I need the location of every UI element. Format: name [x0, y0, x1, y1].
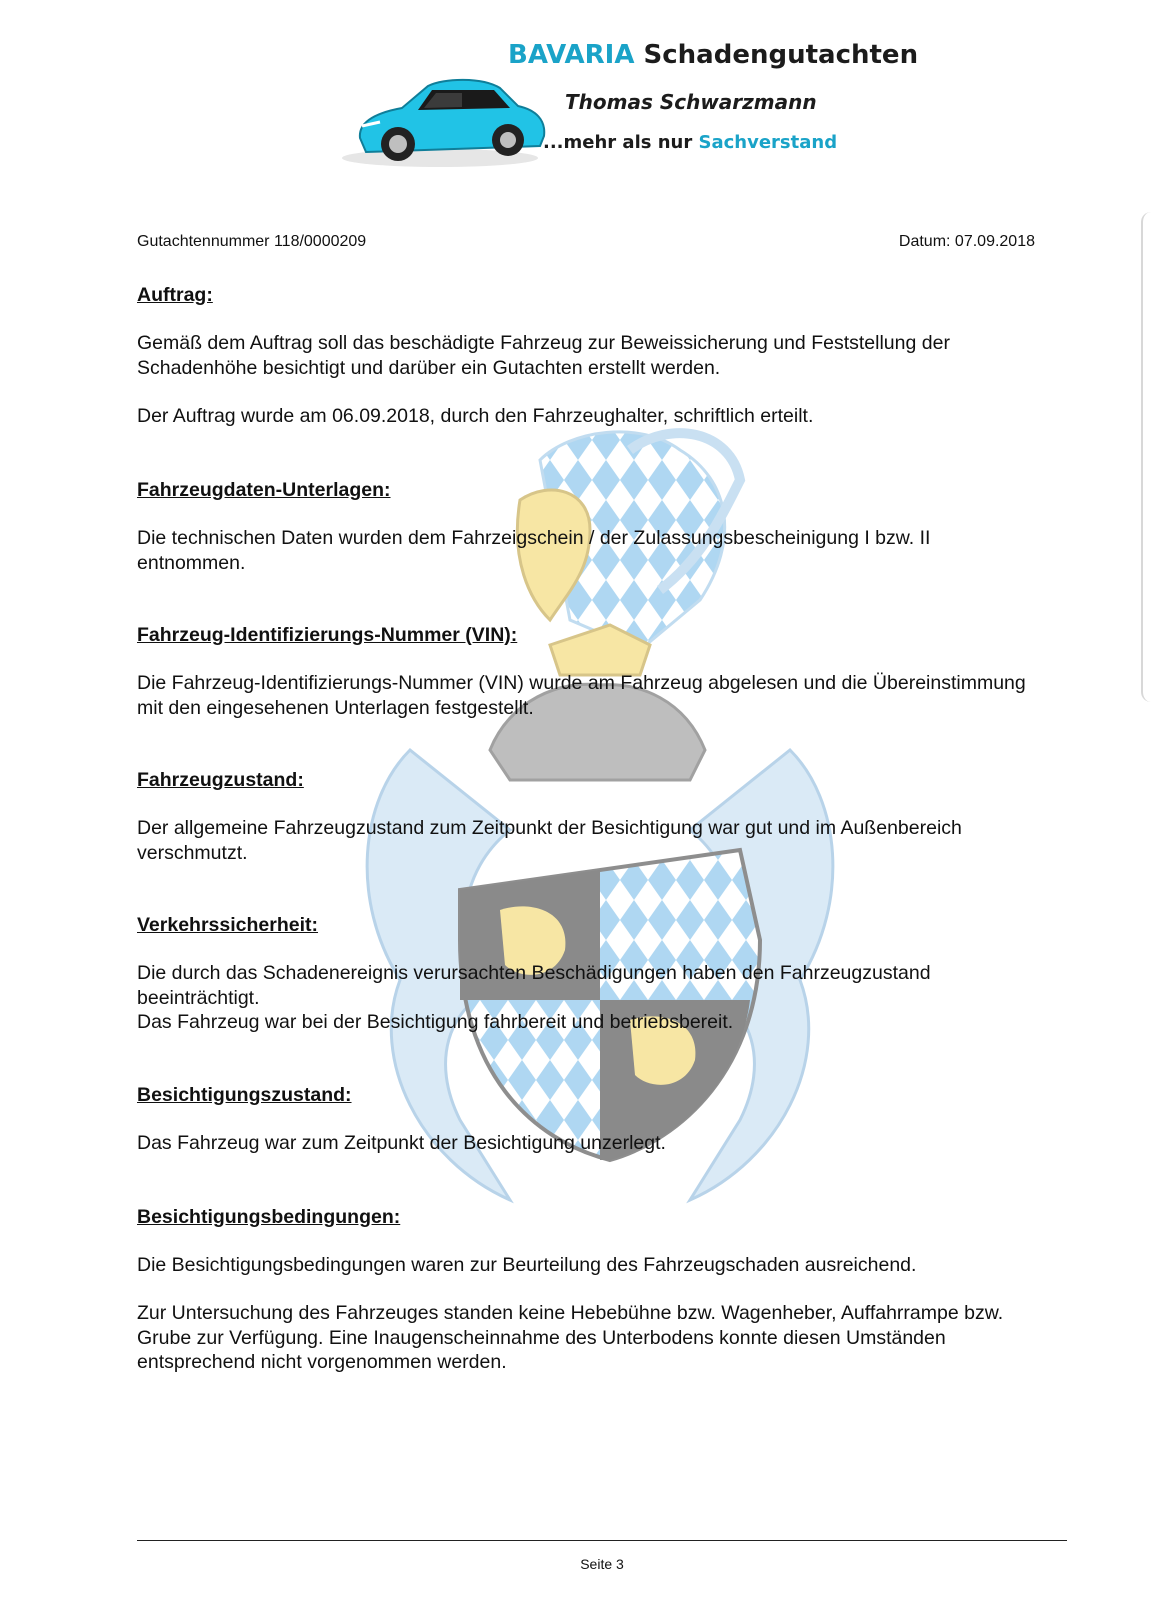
section-heading-vin: Fahrzeug-Identifizierungs-Nummer (VIN): — [137, 624, 518, 646]
brand-name: BAVARIA Schadengutachten — [508, 40, 919, 70]
section-text: Die Besichtigungsbedingungen waren zur Beurteilung des Fahrzeugschaden ausreichend. — [137, 1254, 917, 1276]
section-text: Das Fahrzeug war bei der Besichtigung fahrbereit und betriebsbereit. — [137, 1011, 734, 1033]
section-heading-fahrzeugzustand: Fahrzeugzustand: — [137, 769, 304, 791]
slogan: ...mehr als nur Sachverstand — [543, 132, 838, 153]
section-text: Die technischen Daten wurden dem Fahrzeigschein / der Zulassungsbescheinigung I bzw. II entnommen. — [137, 527, 931, 574]
section-heading-verkehrssicherheit: Verkehrssicherheit: — [137, 914, 319, 936]
sports-car-image — [340, 60, 550, 170]
section-text: Das Fahrzeug war zum Zeitpunkt der Besichtigung unzerlegt. — [137, 1132, 666, 1154]
section-heading-besichtigungszustand: Besichtigungszustand: — [137, 1084, 352, 1106]
section-text: Die Fahrzeug-Identifizierungs-Nummer (VIN) wurde am Fahrzeug abgelesen und die Übereinstimmung mit den eingesehenen Unterlagen festgestellt. — [137, 672, 1026, 719]
owner-name: Thomas Schwarzmann — [565, 90, 817, 114]
scroll-edge[interactable] — [1141, 212, 1152, 702]
section-heading-besichtigungsbedingungen: Besichtigungsbedingungen: — [137, 1206, 401, 1228]
section-text: Gemäß dem Auftrag soll das beschädigte Fahrzeug zur Beweissicherung und Feststellung der Schadenhöhe besichtigt und darüber ein Gutachten erstellt werden. — [137, 332, 950, 379]
section-text: Die durch das Schadenereignis verursachten Beschädigungen haben den Fahrzeugzustand beeinträchtigt. — [137, 962, 931, 1009]
section-text: Zur Untersuchung des Fahrzeuges standen keine Hebebühne bzw. Wagenheber, Auffahrrampe bzw. Grube zur Verfügung. Eine Inaugenscheinnahme des Unterbodens konnte diesen Umständen entsprechend nicht vorgenommen werden. — [137, 1302, 1004, 1373]
section-heading-auftrag: Auftrag: — [137, 284, 213, 306]
section-text: Der allgemeine Fahrzeugzustand zum Zeitpunkt der Besichtigung war gut und im Außenbereich verschmutzt. — [137, 817, 962, 864]
section-text: Der Auftrag wurde am 06.09.2018, durch den Fahrzeughalter, schriftlich erteilt. — [137, 405, 814, 427]
section-heading-fahrzeugdaten: Fahrzeugdaten-Unterlagen: — [137, 479, 391, 501]
page-number: Seite 3 — [580, 1556, 624, 1572]
footer-divider — [137, 1540, 1067, 1541]
report-number: Gutachtennummer 118/0000209 — [137, 233, 367, 250]
company-logo — [340, 30, 919, 170]
report-date: Datum: 07.09.2018 — [898, 233, 1035, 250]
